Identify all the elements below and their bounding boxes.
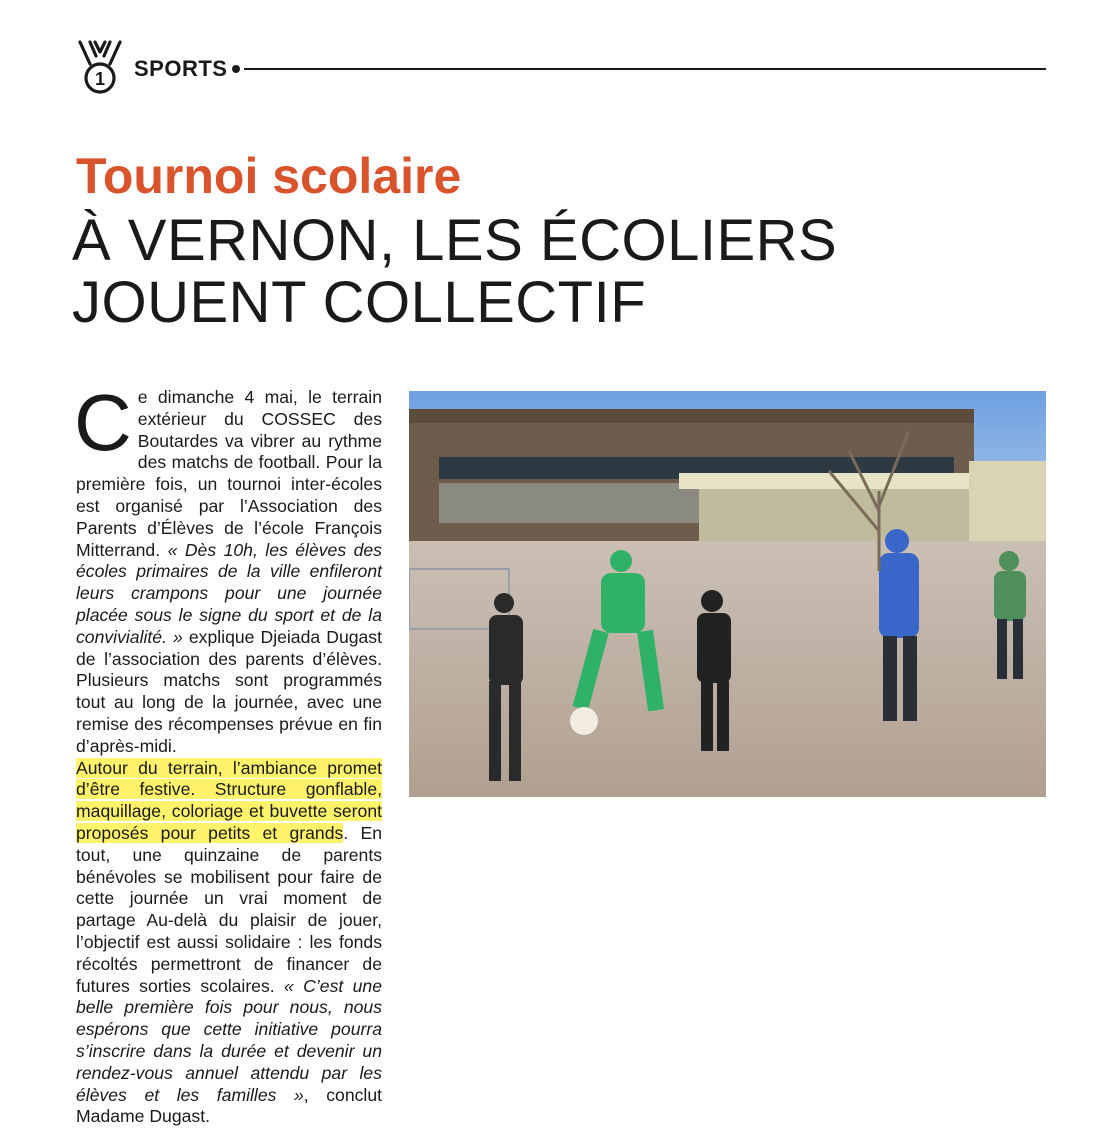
article-paragraph-1 (74, 378, 382, 758)
article-photo (409, 391, 1046, 797)
article-column-1 (74, 378, 382, 1128)
schoolyard-photo (409, 391, 1046, 797)
headline-line-1: À VERNON, LES ÉCOLIERS (72, 208, 838, 273)
medal-icon (76, 40, 124, 96)
p2-rest: . En tout, une quinzaine de parents bénévoles se mobilisent pour faire de cette journée un vrai moment de partage Au-delà du plaisir de jouer, l’objectif est aussi solidaire : les fonds récoltés permettront de financer de futures sorties scolaires. (76, 822, 382, 996)
highlighted-text: Autour du terrain, l’ambiance promet d’être festive. Structure gonflable, maquillage, coloriage et buvette seront proposés pour petits et grands (76, 757, 382, 843)
article-paragraph-2 (76, 758, 382, 1128)
headline-line-2: JOUENT COLLECTIF (72, 270, 647, 335)
article-kicker: Tournoi scolaire (76, 148, 462, 204)
p2-quote: « C’est une belle première fois pour nous, nous espérons que cette initiative pourra s’inscrire dans la durée et devenir un rendez-vous annuel attendu par les élèves et les familles » (76, 975, 382, 1105)
drop-cap: C (74, 378, 132, 467)
section-header (76, 40, 1046, 96)
section-label: SPORTS (134, 56, 228, 81)
header-rule (244, 68, 1046, 70)
medal-number: 1 (94, 69, 106, 89)
p2-end: , conclut Madame Dugast. (76, 1084, 382, 1127)
article-headline (72, 210, 1032, 334)
p1-end: explique Djeiada Dugast de l’association des parents d’élèves. Plusieurs matchs sont programmés tout au long de la journée, avec une remise des récompenses prévue en fin d’après-midi. (76, 626, 382, 756)
p1-start: e dimanche 4 mai, le terrain extérieur du COSSEC des Boutardes va vibrer au rythme des matchs de football. Pour la première fois, un tournoi inter-écoles est organisé par l’Association des Parents d’Élèves de l’école François Mitterrand. (76, 387, 382, 560)
rule-dot (232, 65, 240, 73)
p1-quote: « Dès 10h, les élèves des écoles primaires de la ville enfileront leurs crampons pour une journée placée sous le signe du sport et de la convivialité. » (76, 539, 382, 647)
